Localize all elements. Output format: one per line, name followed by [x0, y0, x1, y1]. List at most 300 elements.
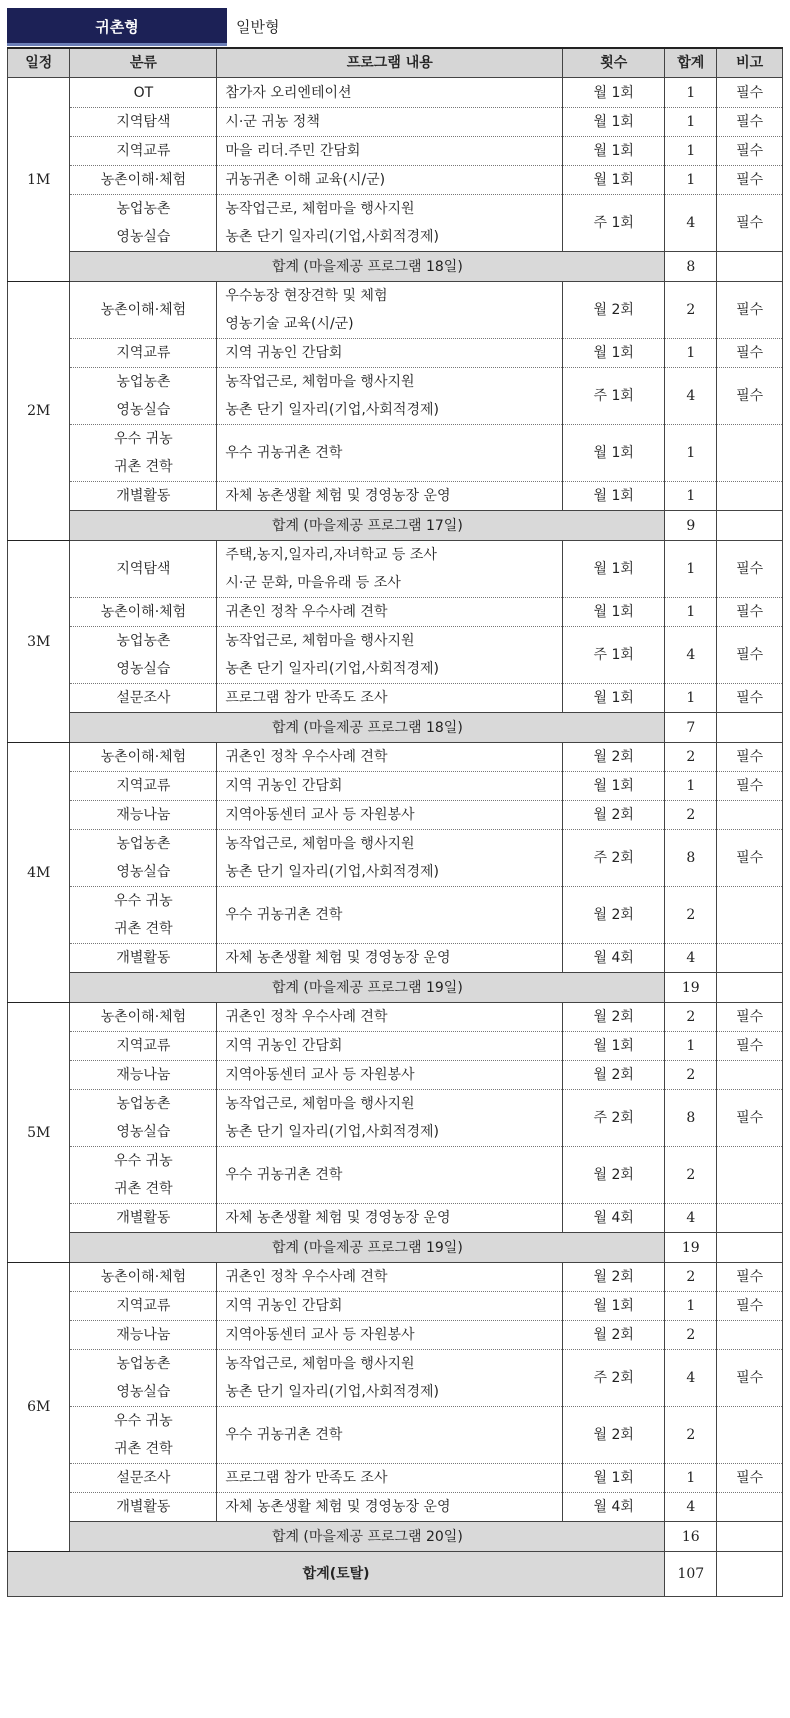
note-cell: 필수 — [717, 137, 783, 166]
subtotal-label: 합계 (마을제공 프로그램 18일) — [70, 252, 665, 282]
note-cell: 필수 — [717, 1292, 783, 1321]
text-line: 시·군 귀농 정책 — [225, 114, 320, 130]
content-cell — [217, 772, 563, 801]
category-cell — [70, 1263, 217, 1292]
note-cell: 필수 — [717, 772, 783, 801]
content-cell — [217, 1292, 563, 1321]
total-cell: 2 — [665, 1263, 717, 1292]
total-cell: 2 — [665, 1147, 717, 1204]
table-row — [8, 684, 783, 713]
content-cell — [217, 1350, 563, 1407]
text-line: 농업농촌 — [116, 374, 171, 390]
text-line: 농작업근로, 체험마을 행사지원 — [225, 836, 415, 852]
frequency-cell: 월 2회 — [563, 801, 665, 830]
text-line: 개별활동 — [116, 488, 171, 504]
frequency-cell: 월 1회 — [563, 108, 665, 137]
text-line: 개별활동 — [116, 1499, 171, 1515]
table-row — [8, 1350, 783, 1407]
table-row — [8, 137, 783, 166]
note-cell: 필수 — [717, 743, 783, 772]
text-line: 영농실습 — [116, 864, 171, 880]
table-row — [8, 1147, 783, 1204]
frequency-cell: 월 1회 — [563, 541, 665, 598]
text-line: 영농실습 — [116, 229, 171, 245]
table-row — [8, 1204, 783, 1233]
text-line: 농촌 단기 일자리(기업,사회적경제) — [225, 1384, 439, 1400]
frequency-cell: 월 2회 — [563, 1147, 665, 1204]
header-content: 프로그램 내용 — [217, 48, 563, 78]
text-line: 귀촌 견학 — [114, 1181, 173, 1197]
frequency-cell: 월 2회 — [563, 1321, 665, 1350]
subtotal-label: 합계 (마을제공 프로그램 18일) — [70, 713, 665, 743]
frequency-cell: 월 1회 — [563, 78, 665, 108]
table-row — [8, 1292, 783, 1321]
tab-return-to-rural[interactable]: 귀촌형 — [7, 8, 227, 46]
category-cell — [70, 541, 217, 598]
text-line: 자체 농촌생활 체험 및 경영농장 운영 — [225, 950, 451, 966]
table-row — [8, 339, 783, 368]
content-cell — [217, 598, 563, 627]
text-line: 재능나눔 — [116, 807, 171, 823]
text-line: 영농실습 — [116, 1384, 171, 1400]
category-cell — [70, 1493, 217, 1522]
category-cell — [70, 801, 217, 830]
note-cell — [717, 1061, 783, 1090]
text-line: 우수 귀농귀촌 견학 — [225, 1427, 343, 1443]
category-cell — [70, 137, 217, 166]
header-total: 합계 — [665, 48, 717, 78]
frequency-cell: 주 1회 — [563, 195, 665, 252]
total-cell: 1 — [665, 425, 717, 482]
content-cell — [217, 944, 563, 973]
text-line: 지역교류 — [116, 1298, 171, 1314]
subtotal-row — [8, 713, 783, 743]
table-row — [8, 195, 783, 252]
note-cell: 필수 — [717, 627, 783, 684]
table-row — [8, 166, 783, 195]
text-line: 귀촌인 정착 우수사례 견학 — [225, 1269, 388, 1285]
category-cell — [70, 1003, 217, 1032]
text-line: 농촌이해·체험 — [100, 302, 187, 318]
category-cell — [70, 627, 217, 684]
note-cell: 필수 — [717, 195, 783, 252]
table-row — [8, 944, 783, 973]
content-cell — [217, 425, 563, 482]
total-cell: 1 — [665, 598, 717, 627]
category-cell — [70, 772, 217, 801]
frequency-cell: 월 4회 — [563, 1204, 665, 1233]
subtotal-label: 합계 (마을제공 프로그램 19일) — [70, 1233, 665, 1263]
content-cell — [217, 1263, 563, 1292]
content-cell — [217, 627, 563, 684]
text-line: 농촌 단기 일자리(기업,사회적경제) — [225, 229, 439, 245]
table-row — [8, 598, 783, 627]
note-cell: 필수 — [717, 684, 783, 713]
category-cell — [70, 1032, 217, 1061]
content-cell — [217, 684, 563, 713]
content-cell — [217, 541, 563, 598]
text-line: 자체 농촌생활 체험 및 경영농장 운영 — [225, 1499, 451, 1515]
total-cell: 2 — [665, 1061, 717, 1090]
subtotal-row — [8, 1233, 783, 1263]
category-cell — [70, 944, 217, 973]
note-cell — [717, 1204, 783, 1233]
text-line: 지역 귀농인 간담회 — [225, 345, 343, 361]
content-cell — [217, 282, 563, 339]
table-row — [8, 425, 783, 482]
text-line: 농업농촌 — [116, 201, 171, 217]
month-cell: 2M — [8, 282, 70, 541]
text-line: 귀촌 견학 — [114, 459, 173, 475]
frequency-cell: 월 1회 — [563, 1292, 665, 1321]
total-cell: 1 — [665, 772, 717, 801]
text-line: 귀농귀촌 이해 교육(시/군) — [225, 172, 386, 188]
subtotal-row — [8, 252, 783, 282]
table-row — [8, 1061, 783, 1090]
subtotal-value: 19 — [665, 973, 717, 1003]
text-line: 농촌 단기 일자리(기업,사회적경제) — [225, 661, 439, 677]
month-cell: 5M — [8, 1003, 70, 1263]
text-line: 지역탐색 — [116, 114, 171, 130]
text-line: 영농실습 — [116, 402, 171, 418]
text-line: 농업농촌 — [116, 1096, 171, 1112]
text-line: 재능나눔 — [116, 1327, 171, 1343]
total-cell: 1 — [665, 684, 717, 713]
text-line: 농촌이해·체험 — [100, 1269, 187, 1285]
total-cell: 4 — [665, 368, 717, 425]
category-cell — [70, 1321, 217, 1350]
frequency-cell: 월 1회 — [563, 166, 665, 195]
content-cell — [217, 1407, 563, 1464]
content-cell — [217, 195, 563, 252]
content-cell — [217, 1321, 563, 1350]
tab-general[interactable]: 일반형 — [236, 18, 280, 36]
subtotal-label: 합계 (마을제공 프로그램 20일) — [70, 1522, 665, 1552]
frequency-cell: 월 2회 — [563, 1061, 665, 1090]
text-line: 우수 귀농귀촌 견학 — [225, 1167, 343, 1183]
total-cell: 8 — [665, 1090, 717, 1147]
text-line: 시·군 문화, 마을유래 등 조사 — [225, 575, 401, 591]
month-cell: 3M — [8, 541, 70, 743]
table-row — [8, 1090, 783, 1147]
frequency-cell: 월 1회 — [563, 1032, 665, 1061]
text-line: 우수농장 현장견학 및 체험 — [225, 288, 388, 304]
category-cell — [70, 684, 217, 713]
text-line: 자체 농촌생활 체험 및 경영농장 운영 — [225, 1210, 451, 1226]
note-cell — [717, 425, 783, 482]
text-line: 재능나눔 — [116, 1067, 171, 1083]
total-cell: 4 — [665, 1350, 717, 1407]
total-cell: 2 — [665, 1003, 717, 1032]
table-row — [8, 627, 783, 684]
table-row — [8, 1321, 783, 1350]
total-cell: 1 — [665, 166, 717, 195]
text-line: 우수 귀농 — [114, 893, 173, 909]
category-cell — [70, 1204, 217, 1233]
note-cell — [717, 1493, 783, 1522]
content-cell — [217, 887, 563, 944]
table-row — [8, 282, 783, 339]
table-row — [8, 1032, 783, 1061]
category-cell — [70, 887, 217, 944]
table-row — [8, 887, 783, 944]
total-cell: 4 — [665, 627, 717, 684]
total-cell: 4 — [665, 944, 717, 973]
content-cell — [217, 166, 563, 195]
frequency-cell: 월 4회 — [563, 1493, 665, 1522]
category-cell — [70, 195, 217, 252]
text-line: 농작업근로, 체험마을 행사지원 — [225, 1096, 415, 1112]
note-cell: 필수 — [717, 166, 783, 195]
content-cell — [217, 1204, 563, 1233]
text-line: 귀촌 견학 — [114, 1441, 173, 1457]
subtotal-row — [8, 973, 783, 1003]
content-cell — [217, 108, 563, 137]
text-line: 설문조사 — [116, 690, 171, 706]
frequency-cell: 주 1회 — [563, 627, 665, 684]
text-line: 지역 귀농인 간담회 — [225, 1298, 343, 1314]
note-cell — [717, 1233, 783, 1263]
content-cell — [217, 1090, 563, 1147]
total-cell: 4 — [665, 1493, 717, 1522]
table-row — [8, 541, 783, 598]
category-cell — [70, 1147, 217, 1204]
month-cell: 1M — [8, 78, 70, 282]
table-row — [8, 830, 783, 887]
table-row — [8, 1493, 783, 1522]
note-cell: 필수 — [717, 1350, 783, 1407]
note-cell: 필수 — [717, 1090, 783, 1147]
table-body — [8, 78, 783, 1597]
table-row — [8, 801, 783, 830]
text-line: 농업농촌 — [116, 836, 171, 852]
text-line: 지역교류 — [116, 1038, 171, 1054]
header-note: 비고 — [717, 48, 783, 78]
text-line: 지역탐색 — [116, 561, 171, 577]
note-cell — [717, 511, 783, 541]
text-line: 영농실습 — [116, 661, 171, 677]
note-cell — [717, 973, 783, 1003]
text-line: 마을 리더.주민 간담회 — [225, 143, 361, 159]
frequency-cell: 월 1회 — [563, 598, 665, 627]
total-cell: 2 — [665, 282, 717, 339]
table-row — [8, 772, 783, 801]
frequency-cell: 월 1회 — [563, 772, 665, 801]
total-cell: 2 — [665, 1321, 717, 1350]
subtotal-row — [8, 511, 783, 541]
note-cell — [717, 252, 783, 282]
note-cell: 필수 — [717, 598, 783, 627]
subtotal-value: 9 — [665, 511, 717, 541]
frequency-cell: 월 1회 — [563, 684, 665, 713]
subtotal-label: 합계 (마을제공 프로그램 17일) — [70, 511, 665, 541]
frequency-cell: 주 2회 — [563, 1350, 665, 1407]
frequency-cell: 주 1회 — [563, 368, 665, 425]
text-line: 지역교류 — [116, 345, 171, 361]
text-line: 개별활동 — [116, 950, 171, 966]
grand-total-row — [8, 1552, 783, 1597]
text-line: 우수 귀농 — [114, 431, 173, 447]
total-cell: 1 — [665, 1032, 717, 1061]
frequency-cell: 월 4회 — [563, 944, 665, 973]
text-line: 지역교류 — [116, 143, 171, 159]
total-cell: 2 — [665, 743, 717, 772]
total-cell: 1 — [665, 482, 717, 511]
note-cell — [717, 482, 783, 511]
category-cell — [70, 108, 217, 137]
subtotal-value: 19 — [665, 1233, 717, 1263]
text-line: 농촌 단기 일자리(기업,사회적경제) — [225, 864, 439, 880]
frequency-cell: 월 2회 — [563, 1263, 665, 1292]
text-line: 영농기술 교육(시/군) — [225, 316, 354, 332]
content-cell — [217, 339, 563, 368]
text-line: 프로그램 참가 만족도 조사 — [225, 1470, 388, 1486]
total-cell: 2 — [665, 1407, 717, 1464]
text-line: 참가자 오리엔테이션 — [225, 84, 352, 101]
frequency-cell: 월 1회 — [563, 425, 665, 482]
text-line: 우수 귀농귀촌 견학 — [225, 445, 343, 461]
table-header-row — [8, 48, 783, 78]
table-row — [8, 1464, 783, 1493]
text-line: 귀촌인 정착 우수사례 견학 — [225, 749, 388, 765]
text-line: 농촌이해·체험 — [100, 749, 187, 765]
total-cell: 2 — [665, 887, 717, 944]
table-row — [8, 1263, 783, 1292]
subtotal-value: 8 — [665, 252, 717, 282]
content-cell — [217, 368, 563, 425]
note-cell: 필수 — [717, 339, 783, 368]
category-cell — [70, 339, 217, 368]
content-cell — [217, 743, 563, 772]
category-cell — [70, 830, 217, 887]
note-cell — [717, 1407, 783, 1464]
subtotal-value: 16 — [665, 1522, 717, 1552]
table-row — [8, 368, 783, 425]
category-cell — [70, 282, 217, 339]
subtotal-row — [8, 1522, 783, 1552]
content-cell — [217, 1464, 563, 1493]
frequency-cell: 월 1회 — [563, 482, 665, 511]
note-cell — [717, 1147, 783, 1204]
table-row — [8, 482, 783, 511]
total-cell: 1 — [665, 1292, 717, 1321]
total-cell: 2 — [665, 801, 717, 830]
text-line: 농작업근로, 체험마을 행사지원 — [225, 201, 415, 217]
note-cell: 필수 — [717, 368, 783, 425]
category-cell — [70, 1464, 217, 1493]
text-line: 농촌이해·체험 — [100, 172, 187, 188]
note-cell: 필수 — [717, 1032, 783, 1061]
note-cell — [717, 944, 783, 973]
total-cell: 4 — [665, 1204, 717, 1233]
text-line: OT — [133, 84, 154, 101]
total-cell: 1 — [665, 78, 717, 108]
frequency-cell: 주 2회 — [563, 1090, 665, 1147]
text-line: 우수 귀농 — [114, 1413, 173, 1429]
note-cell: 필수 — [717, 1464, 783, 1493]
month-cell: 6M — [8, 1263, 70, 1552]
text-line: 개별활동 — [116, 1210, 171, 1226]
text-line: 농작업근로, 체험마을 행사지원 — [225, 633, 415, 649]
text-line: 농작업근로, 체험마을 행사지원 — [225, 1356, 415, 1372]
category-cell — [70, 1350, 217, 1407]
header-schedule: 일정 — [8, 48, 70, 78]
subtotal-label: 합계 (마을제공 프로그램 19일) — [70, 973, 665, 1003]
content-cell — [217, 1003, 563, 1032]
content-cell — [217, 830, 563, 887]
text-line: 지역 귀농인 간담회 — [225, 1038, 343, 1054]
table-row — [8, 1003, 783, 1032]
text-line: 프로그램 참가 만족도 조사 — [225, 690, 388, 706]
note-cell — [717, 1321, 783, 1350]
content-cell — [217, 1061, 563, 1090]
text-line: 농업농촌 — [116, 1356, 171, 1372]
text-line: 농업농촌 — [116, 633, 171, 649]
note-cell: 필수 — [717, 108, 783, 137]
header-frequency: 횟수 — [563, 48, 665, 78]
note-cell: 필수 — [717, 78, 783, 108]
total-cell: 1 — [665, 108, 717, 137]
content-cell — [217, 78, 563, 108]
category-cell — [70, 1407, 217, 1464]
frequency-cell: 월 1회 — [563, 339, 665, 368]
total-cell: 8 — [665, 830, 717, 887]
program-type-tabs — [7, 8, 783, 46]
grand-total-label: 합계(토탈) — [8, 1552, 665, 1597]
total-cell: 1 — [665, 541, 717, 598]
category-cell — [70, 166, 217, 195]
text-line: 농작업근로, 체험마을 행사지원 — [225, 374, 415, 390]
text-line: 설문조사 — [116, 1470, 171, 1486]
text-line: 귀촌인 정착 우수사례 견학 — [225, 1009, 388, 1025]
note-cell — [717, 1552, 783, 1597]
category-cell — [70, 1292, 217, 1321]
frequency-cell: 주 2회 — [563, 830, 665, 887]
content-cell — [217, 1032, 563, 1061]
category-cell — [70, 1061, 217, 1090]
content-cell — [217, 801, 563, 830]
program-schedule-table — [7, 47, 783, 1597]
category-cell — [70, 1090, 217, 1147]
total-cell: 1 — [665, 339, 717, 368]
text-line: 귀촌인 정착 우수사례 견학 — [225, 604, 388, 620]
text-line: 영농실습 — [116, 1124, 171, 1140]
text-line: 우수 귀농 — [114, 1153, 173, 1169]
frequency-cell: 월 1회 — [563, 137, 665, 166]
note-cell: 필수 — [717, 830, 783, 887]
content-cell — [217, 482, 563, 511]
text-line: 농촌 단기 일자리(기업,사회적경제) — [225, 1124, 439, 1140]
total-cell: 1 — [665, 1464, 717, 1493]
text-line: 우수 귀농귀촌 견학 — [225, 907, 343, 923]
frequency-cell: 월 2회 — [563, 743, 665, 772]
month-cell: 4M — [8, 743, 70, 1003]
text-line: 자체 농촌생활 체험 및 경영농장 운영 — [225, 488, 451, 504]
note-cell — [717, 713, 783, 743]
text-line: 농촌 단기 일자리(기업,사회적경제) — [225, 402, 439, 418]
subtotal-value: 7 — [665, 713, 717, 743]
note-cell: 필수 — [717, 1003, 783, 1032]
text-line: 지역아동센터 교사 등 자원봉사 — [225, 1327, 415, 1343]
note-cell — [717, 801, 783, 830]
content-cell — [217, 1147, 563, 1204]
category-cell — [70, 368, 217, 425]
category-cell — [70, 425, 217, 482]
text-line: 농촌이해·체험 — [100, 604, 187, 620]
frequency-cell: 월 2회 — [563, 1407, 665, 1464]
note-cell: 필수 — [717, 282, 783, 339]
frequency-cell: 월 2회 — [563, 887, 665, 944]
